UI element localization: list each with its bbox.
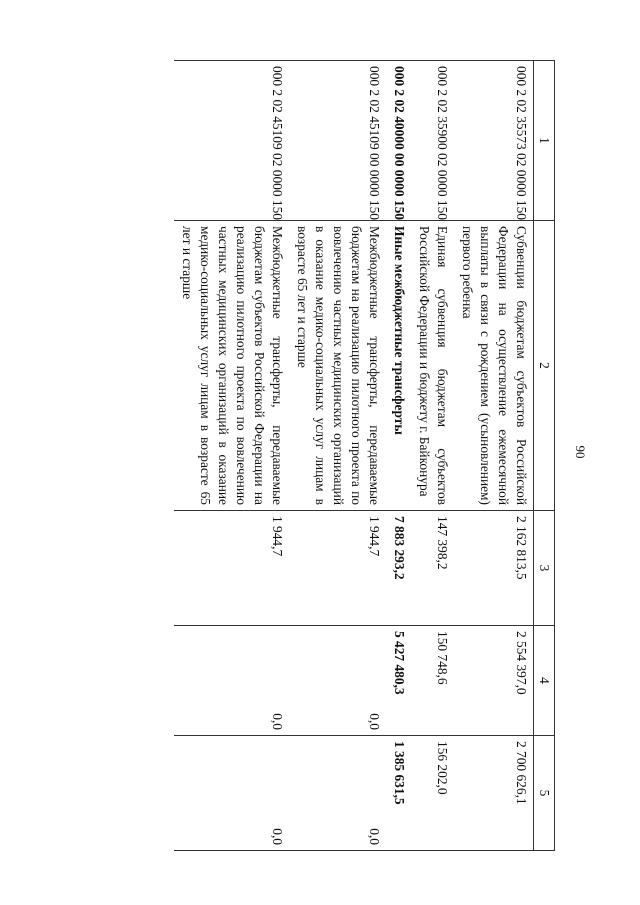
table-row	[454, 61, 534, 851]
value-col-5: 156 202,0	[411, 736, 454, 851]
value-col-3: 1 944,7	[289, 511, 386, 626]
table-row	[386, 61, 411, 851]
item-name: Единая субвенция бюджетам субъектов Российской Федерации и бюджету г. Байконура	[411, 221, 454, 511]
value-col-5: 2 700 626,1	[454, 736, 534, 851]
column-header-5: 5	[534, 736, 555, 851]
item-name: Субвенции бюджетам субъектов Российской Федерации на осуществление ежемесячной выплаты в связи с рождением (усыновлением) первого ребенка	[454, 221, 534, 511]
value-col-4: 5 427 480,3	[386, 626, 411, 736]
table-header	[534, 61, 555, 851]
value-col-5: 0,0	[289, 736, 386, 851]
table-row	[289, 61, 386, 851]
budget-code: 000 2 02 35573 02 0000 150	[454, 61, 534, 221]
page-number: 90	[573, 445, 588, 459]
value-col-5: 1 385 631,5	[386, 736, 411, 851]
item-name: Межбюджетные трансферты, передаваемые бюджетам на реализацию пилотного проекта по вовлечению частных медицинских организаций в оказание медико-социальных услуг лицам в возрасте 65 лет и старше	[289, 221, 386, 511]
value-col-4: 0,0	[174, 626, 289, 736]
rotated-page-content	[85, 60, 555, 850]
budget-code: 000 2 02 45109 02 0000 150	[174, 61, 289, 221]
value-col-3: 7 883 293,2	[386, 511, 411, 626]
table-row	[174, 61, 289, 851]
value-col-3: 1 944,7	[174, 511, 289, 626]
value-col-5: 0,0	[174, 736, 289, 851]
item-name: Межбюджетные трансферты, передаваемые бюджетам субъектов Российской Федерации на реализацию пилотного проекта по вовлечению частных медицинских организаций в оказание медико-социальных услуг лицам в возрасте 65 лет и старше	[174, 221, 289, 511]
value-col-3: 147 398,2	[411, 511, 454, 626]
value-col-4: 2 554 397,0	[454, 626, 534, 736]
item-name: Иные межбюджетные трансферты	[386, 221, 411, 511]
column-header-2: 2	[534, 221, 555, 511]
column-header-1: 1	[534, 61, 555, 221]
value-col-4: 150 748,6	[411, 626, 454, 736]
column-header-4: 4	[534, 626, 555, 736]
budget-code: 000 2 02 35900 02 0000 150	[411, 61, 454, 221]
value-col-3: 2 162 813,5	[454, 511, 534, 626]
value-col-4: 0,0	[289, 626, 386, 736]
budget-code: 000 2 02 45109 00 0000 150	[289, 61, 386, 221]
budget-code: 000 2 02 40000 00 0000 150	[386, 61, 411, 221]
column-header-3: 3	[534, 511, 555, 626]
budget-table	[174, 60, 555, 851]
table-body	[174, 61, 534, 851]
table-row	[411, 61, 454, 851]
